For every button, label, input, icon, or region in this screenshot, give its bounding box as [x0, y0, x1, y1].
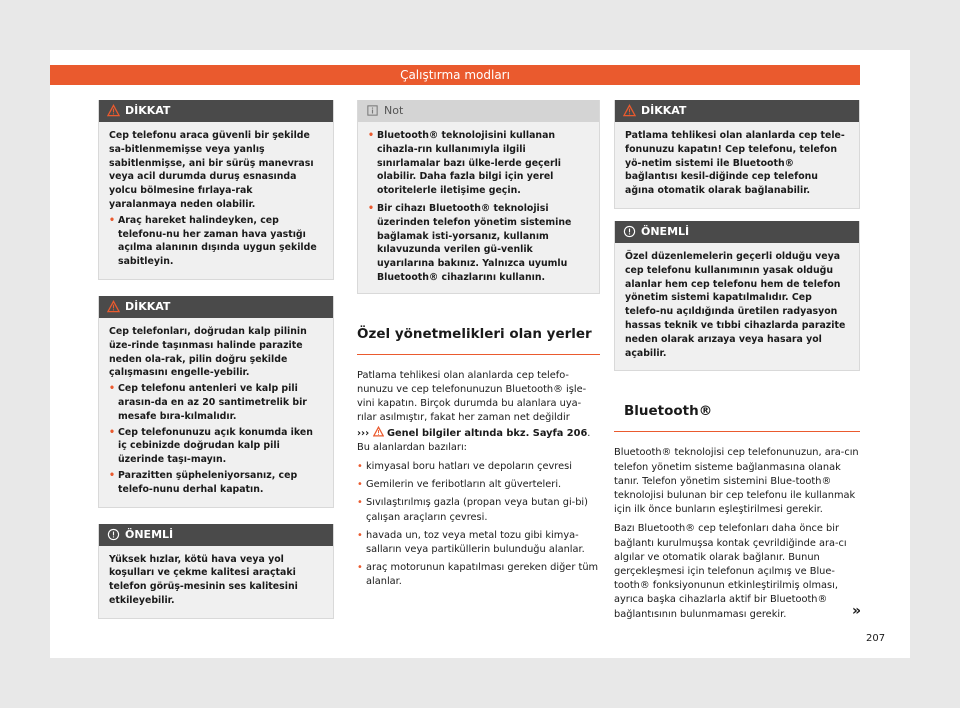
warning-triangle-icon: [107, 104, 120, 117]
warning-box: [98, 100, 334, 280]
list-item: • havada un, toz veya metal tozu gibi kimya-salların veya partiküllerin bulunduğu alanlar.: [357, 529, 600, 557]
ref-text: Genel bilgiler altında bkz. Sayfa 206: [386, 427, 588, 439]
section-paragraph: [357, 369, 600, 455]
warning-header: [99, 296, 333, 318]
notice-label: ÖNEMLİ: [125, 527, 174, 541]
warning-text: Patlama tehlikesi olan alanlarda cep tele-fonunuzu kapatın! Cep telefonu, telefon yö-netim sistemi ile Bluetooth® bağlantısı kesil-diğinde cep telefonu ağına otomatik olarak bağlanabilir.: [625, 130, 845, 197]
continue-marker: »: [852, 603, 862, 619]
ref-suffix: .: [587, 427, 591, 439]
warning-bullet: • Cep telefonunuzu açık konumda iken iç cebinizde doğrudan kalp pili üzerinde taşı-mayın.: [109, 426, 323, 467]
warning-header: [99, 100, 333, 122]
note-bullet: • Bluetooth® teknolojisini kullanan cihazla-rın kullanımıyla ilgili sınırlamalar bazı ülke-lerde geçerli olabilir. Daha fazla bilgi için yerel otoritelerle iletişime geçin.: [368, 129, 589, 198]
notice-box: [98, 524, 334, 619]
warning-triangle-icon: [623, 104, 636, 117]
warning-label: DİKKAT: [125, 104, 171, 117]
notice-text: Özel düzenlemelerin geçerli olduğu veya cep telefonu kullanımının yasak olduğu alanlar hem cep telefonu hem de telefon yönetim sistemi kapatılmalıdır. Cep telefo-nu açıldığında üretilen radyasyon hassas teknik ve tıbbi cihazlarda parazite neden olarak arızaya veya hasara yol açabilir.: [625, 250, 846, 359]
note-icon: [366, 104, 379, 117]
warning-triangle-icon: [373, 426, 384, 437]
warning-text: Cep telefonu araca güvenli bir şekilde sa-bitlenmemişse veya yanlış sabitlenmişse, ani bir sürüş manevrası veya acil durumda duruş esnasında yolcu bölmesine fırlaya-rak yaralanmaya neden olabilir.: [109, 130, 314, 210]
column-1: [98, 100, 334, 635]
note-header: [358, 100, 599, 122]
warning-triangle-icon: [107, 300, 120, 313]
warning-text: Cep telefonları, doğrudan kalp pilinin üze-rinde taşınması halinde parazite neden ola-rak, pilin doğru şekilde çalışmasını engelle-yebilir.: [109, 325, 307, 379]
warning-label: DİKKAT: [125, 299, 171, 313]
warning-bullet: • Parazitten şüpheleniyorsanız, cep telefo-nunu derhal kapatın.: [109, 469, 323, 497]
page-number: 207: [866, 633, 886, 644]
list-item: • Gemilerin ve feribotların alt güverteleri.: [357, 478, 600, 492]
section-paragraph: Bluetooth® teknolojisi cep telefonunuzun, ara-cın telefon yönetim sisteme bağlanmasına olanak tanır. Telefon yönetim sistemini Blue-tooth® teknolojisi bulunan bir cep telefonu ile kullanmak için ilk önce bunların eşleştirilmesi gerekir.: [614, 447, 859, 516]
section-text: Patlama tehlikesi olan alanlarda cep telefo-nunuzu ve cep telefonunuzun Bluetooth® işle-vini kapatın. Birçok durumda bu alanlara uya-rılar asılmıştır, fakat her zaman net değildir: [357, 369, 587, 424]
list-item: • araç motorunun kapatılması gereken diğer tüm alanlar.: [357, 561, 600, 589]
cross-reference-link[interactable]: [357, 428, 587, 439]
warning-bullet: • Cep telefonu antenleri ve kalp pili arasın-da en az 20 santimetrelik bir mesafe bıra-kılmalıdır.: [109, 382, 323, 423]
section-paragraph: Bazı Bluetooth® cep telefonları daha önce bir bağlantı kurulmuşsa kontak çevrildiğinde ara-cı algılar ve otomatik olarak bağlanır. Bunun gerçekleşmesi için telefonun açılmış ve Blue-tooth® fonksiyonunun etkinleştirilmiş olması, ayrıca başka cihazlarla aktif bir Bluetooth® bağlantısının bulunmaması gerekir.: [614, 523, 847, 620]
warning-box: [98, 296, 334, 508]
warning-box: [614, 100, 860, 209]
chapter-header: Çalıştırma modları: [50, 65, 860, 85]
info-circle-icon: [107, 528, 120, 541]
info-circle-icon: [623, 225, 636, 238]
notice-header: [99, 524, 333, 546]
notice-header: [615, 221, 859, 243]
warning-label: DİKKAT: [641, 104, 687, 117]
section-text: Bu alanlardan bazıları:: [357, 441, 467, 453]
section-title: Özel yönetmelikleri olan yerler: [357, 316, 600, 355]
list-item: • kimyasal boru hatları ve depoların çevresi: [357, 460, 600, 474]
notice-box: [614, 221, 860, 371]
note-bullet: • Bir cihazı Bluetooth® teknolojisi üzerinden telefon yönetim sistemine bağlamak isti-yorsanız, kullanım kılavuzunda verilen gü-venlik uyarılarına bakınız. Yalnızca uyumlu Bluetooth® cihazlarını kullanın.: [368, 202, 589, 285]
note-box: [357, 100, 600, 294]
notice-label: ÖNEMLİ: [641, 224, 690, 238]
warning-header: [615, 100, 859, 122]
warning-bullet: • Araç hareket halindeyken, cep telefonu-nu her zaman hava yastığı açılma alanının dışında uygun şekilde sabitleyin.: [109, 214, 323, 269]
list-item: • Sıvılaştırılmış gazla (propan veya butan gi-bi) çalışan araçların çevresi.: [357, 496, 600, 524]
note-label: Not: [384, 104, 404, 117]
column-2: [357, 100, 600, 594]
section-title: Bluetooth®: [614, 393, 860, 432]
column-3: [614, 100, 860, 627]
ref-arrows: ›››: [357, 427, 370, 439]
notice-text: Yüksek hızlar, kötü hava veya yol koşulları ve çekme kalitesi araçtaki telefon görüş-mesinin ses kalitesini etkileyebilir.: [109, 553, 298, 606]
